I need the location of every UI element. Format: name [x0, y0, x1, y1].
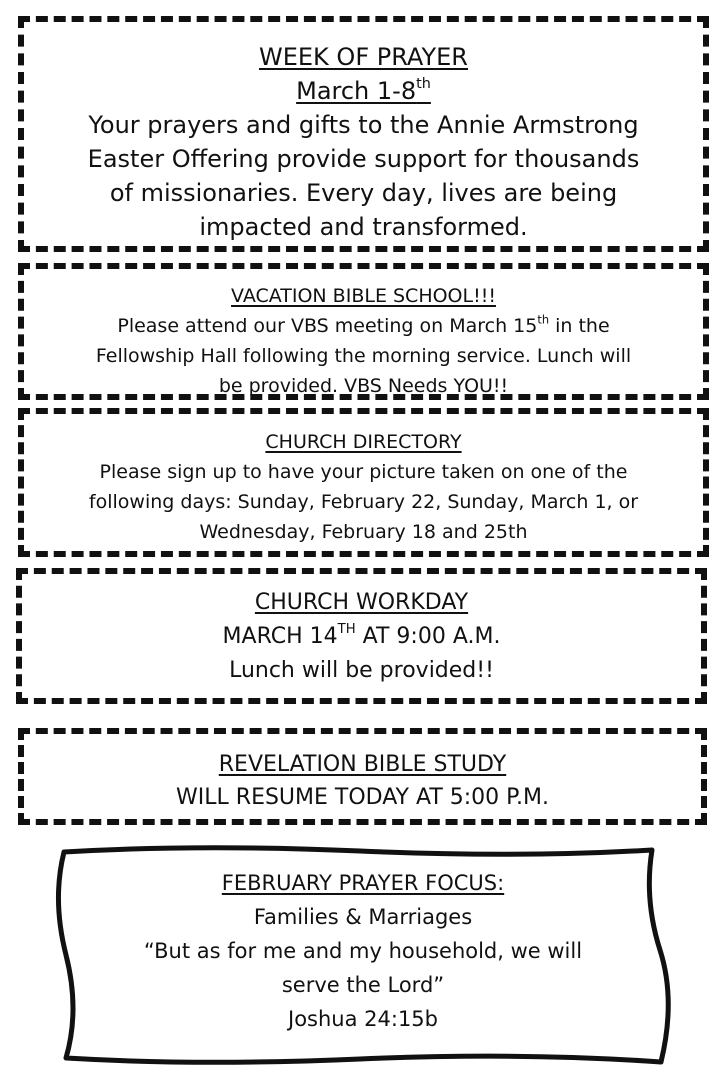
vbs-body-line: be provided. VBS Needs YOU!!	[218, 375, 509, 397]
bible-study-note: WILL RESUME TODAY AT 5:00 P.M.	[176, 785, 549, 810]
prayer-focus-verse-line: serve the Lord”	[281, 973, 445, 997]
week-of-prayer-body-line: of missionaries. Every day, lives are being	[109, 179, 618, 207]
week-of-prayer-title: WEEK OF PRAYER	[259, 43, 468, 71]
week-of-prayer-body-line: impacted and transformed.	[199, 213, 528, 241]
week-of-prayer-date: March 1-8th	[296, 76, 431, 105]
prayer-focus-reference: Joshua 24:15b	[288, 1007, 438, 1031]
week-of-prayer-body-line: Your prayers and gifts to the Annie Armstrong	[88, 111, 639, 139]
church-directory-box	[18, 408, 709, 557]
church-directory-body-line: following days: Sunday, February 22, Sunday, March 1, or	[88, 491, 639, 513]
church-directory-body-line: Please sign up to have your picture taken on one of the	[99, 461, 628, 483]
week-of-prayer-box	[18, 16, 709, 252]
church-workday-note: Lunch will be provided!!	[229, 658, 494, 683]
bible-study-title: REVELATION BIBLE STUDY	[218, 752, 507, 777]
church-workday-title: CHURCH WORKDAY	[254, 590, 469, 615]
prayer-focus-verse-line: “But as for me and my household, we will	[143, 939, 583, 963]
bible-study-box	[18, 728, 707, 825]
vbs-body-line: Fellowship Hall following the morning service. Lunch will	[95, 345, 632, 367]
church-workday-date: MARCH 14TH AT 9:00 A.M.	[222, 622, 501, 649]
vbs-title: VACATION BIBLE SCHOOL!!!	[231, 285, 496, 307]
vbs-box	[18, 263, 709, 400]
week-of-prayer-body-line: Easter Offering provide support for thousands	[87, 145, 640, 173]
church-workday-box	[16, 568, 707, 704]
prayer-focus-box	[62, 858, 664, 1053]
prayer-focus-subject: Families & Marriages	[253, 905, 473, 929]
vbs-body-line: Please attend our VBS meeting on March 15th in the	[117, 312, 610, 337]
prayer-focus-title: FEBRUARY PRAYER FOCUS:	[221, 871, 505, 895]
church-directory-body-line: Wednesday, February 18 and 25th	[199, 521, 528, 543]
church-directory-title: CHURCH DIRECTORY	[265, 431, 462, 453]
